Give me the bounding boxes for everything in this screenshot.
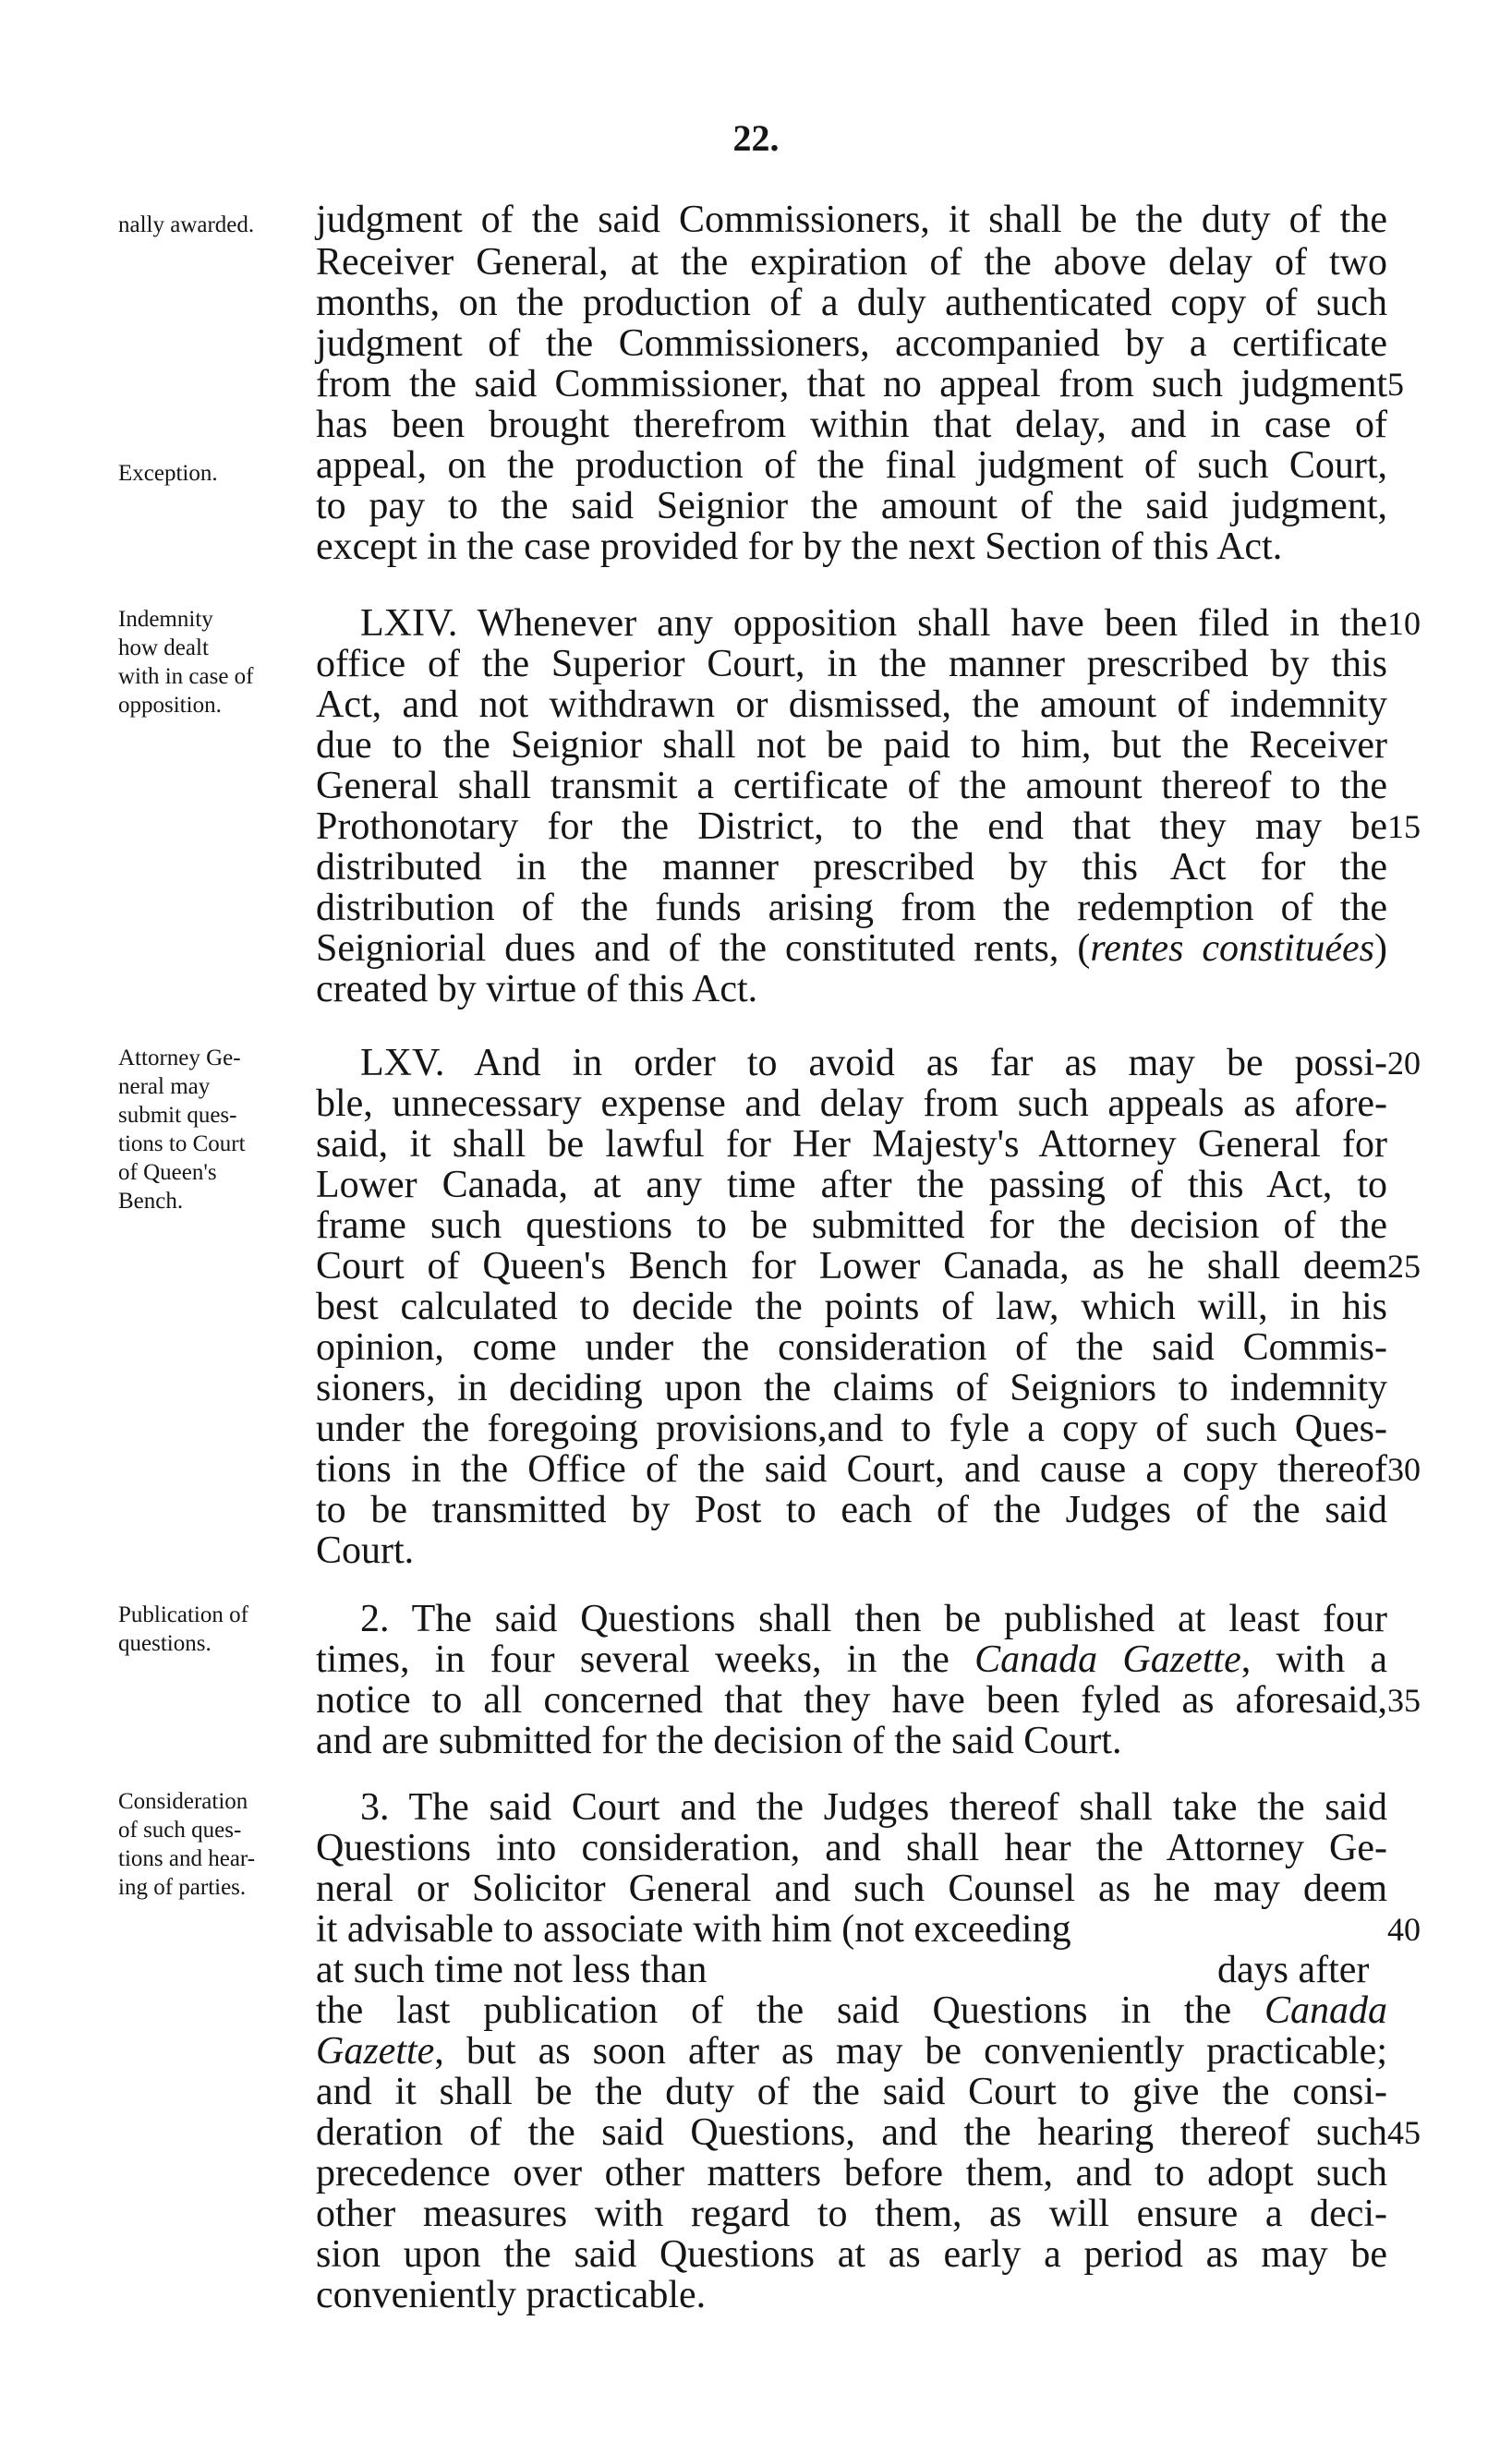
- body-line: due to the Seignior shall not be paid to him, but the Receiver: [316, 724, 1387, 767]
- body-line: except in the case provided for by the next Section of this Act.: [316, 526, 1283, 568]
- body-line: judgment of the said Commissioners, it shall be the duty of the: [316, 199, 1387, 241]
- line-number: 20: [1387, 1045, 1421, 1082]
- margin-note-exception: Exception.: [118, 461, 218, 486]
- page-number: 22.: [732, 117, 780, 159]
- italic-term: rentes constituées: [1090, 927, 1374, 970]
- body-line: [316, 1989, 1387, 2032]
- body-line: Prothonotary for the District, to the end that they may be: [316, 805, 1387, 848]
- body-text: times, in four several weeks, in the: [316, 1638, 975, 1681]
- italic-term: Canada: [1264, 1989, 1387, 2032]
- body-line: neral or Solicitor General and such Counsel as he may deem: [316, 1868, 1387, 1910]
- body-line: [316, 1638, 1387, 1681]
- body-line: it advisable to associate with him (not exceeding: [316, 1908, 1071, 1951]
- body-line: to be transmitted by Post to each of the Judges of the said: [316, 1489, 1387, 1531]
- body-line: Act, and not withdrawn or dismissed, the amount of indemnity: [316, 683, 1387, 726]
- body-line: best calculated to decide the points of law, which will, in his: [316, 1286, 1387, 1328]
- line-number: 40: [1387, 1911, 1421, 1948]
- body-line: deration of the said Questions, and the hearing thereof such: [316, 2111, 1387, 2154]
- line-number: 10: [1387, 605, 1421, 642]
- body-line: appeal, on the production of the final judgment of such Court,: [316, 444, 1387, 487]
- margin-note-nally-awarded: nally awarded.: [118, 212, 255, 237]
- body-text: ): [1373, 927, 1387, 970]
- body-line: created by virtue of this Act.: [316, 968, 758, 1010]
- body-line: sioners, in deciding upon the claims of Seigniors to indemnity: [316, 1367, 1387, 1409]
- body-line: General shall transmit a certificate of the amount thereof to the: [316, 765, 1387, 807]
- body-line: 2. The said Questions shall then be published at least four: [360, 1598, 1387, 1640]
- body-line: and it shall be the duty of the said Court to give the consi-: [316, 2071, 1387, 2113]
- body-line: sion upon the said Questions at as early a period as may be: [316, 2233, 1387, 2276]
- line-number: 5: [1387, 366, 1404, 403]
- body-line: Court of Queen's Bench for Lower Canada, as he shall deem: [316, 1245, 1387, 1287]
- body-line: distribution of the funds arising from the redemption of the: [316, 887, 1387, 929]
- body-text: , but as soon after as may be conveniently practicable;: [434, 2030, 1387, 2073]
- margin-note-publication: Publication of questions.: [118, 1602, 248, 1656]
- body-line: frame such questions to be submitted for the decision of the: [316, 1204, 1387, 1247]
- body-line: distributed in the manner prescribed by this Act for the: [316, 846, 1387, 889]
- body-line: precedence over other matters before them, and to adopt such: [316, 2152, 1387, 2194]
- body-line: said, it shall be lawful for Her Majesty's Attorney General for: [316, 1123, 1387, 1166]
- margin-note-attorney-general: Attorney Ge- neral may submit ques- tions to Court of Queen's Bench.: [118, 1046, 246, 1214]
- line-number: 15: [1387, 808, 1421, 845]
- body-line: other measures with regard to them, as will ensure a deci-: [316, 2193, 1387, 2235]
- body-line: opinion, come under the consideration of the said Commis-: [316, 1326, 1387, 1369]
- body-line: tions in the Office of the said Court, and cause a copy thereof: [316, 1448, 1387, 1491]
- body-line: under the foregoing provisions,and to fyle a copy of such Ques-: [316, 1408, 1387, 1450]
- body-line: [316, 2030, 1387, 2073]
- italic-term: Gazette: [316, 2030, 435, 2073]
- body-line: LXIV. Whenever any opposition shall have been filed in the: [360, 602, 1387, 645]
- body-line: at such time not less than: [316, 1949, 708, 1991]
- line-number: 35: [1387, 1682, 1421, 1719]
- body-text: Seigniorial dues and of the constituted rents, (: [316, 927, 1091, 970]
- body-line: days after: [1217, 1949, 1370, 1991]
- body-line: Lower Canada, at any time after the passing of this Act, to: [316, 1164, 1387, 1206]
- line-number: 30: [1387, 1451, 1421, 1488]
- body-line: from the said Commissioner, that no appeal from such judgment: [316, 363, 1387, 405]
- body-line: Receiver General, at the expiration of the above delay of two: [316, 241, 1387, 284]
- body-text: , with a: [1240, 1638, 1388, 1681]
- italic-term: Canada Gazette: [974, 1638, 1241, 1681]
- body-line: Court.: [316, 1529, 415, 1572]
- body-line: Questions into consideration, and shall hear the Attorney Ge-: [316, 1827, 1387, 1869]
- body-line: has been brought therefrom within that delay, and in case of: [316, 404, 1387, 446]
- body-line: judgment of the Commissioners, accompanied by a certificate: [316, 322, 1387, 365]
- body-line: 3. The said Court and the Judges thereof shall take the said: [360, 1786, 1387, 1829]
- line-number: 45: [1387, 2114, 1421, 2151]
- body-line: conveniently practicable.: [316, 2274, 707, 2316]
- margin-note-indemnity: Indemnity how dealt with in case of opposition.: [118, 607, 254, 718]
- body-line: LXV. And in order to avoid as far as may be possi-: [360, 1042, 1387, 1084]
- margin-note-consideration: Consideration of such ques- tions and hear- ing of parties.: [118, 1789, 256, 1900]
- body-line: months, on the production of a duly authenticated copy of such: [316, 282, 1387, 324]
- body-line: to pay to the said Seignior the amount of the said judgment,: [316, 485, 1387, 527]
- body-line: and are submitted for the decision of the said Court.: [316, 1720, 1122, 1762]
- body-line: office of the Superior Court, in the manner prescribed by this: [316, 643, 1387, 685]
- body-line: notice to all concerned that they have been fyled as aforesaid,: [316, 1679, 1387, 1722]
- body-line: ble, unnecessary expense and delay from such appeals as afore-: [316, 1082, 1387, 1125]
- body-line: [316, 927, 1387, 970]
- line-number: 25: [1387, 1248, 1421, 1285]
- body-text: the last publication of the said Questions in the: [316, 1989, 1264, 2032]
